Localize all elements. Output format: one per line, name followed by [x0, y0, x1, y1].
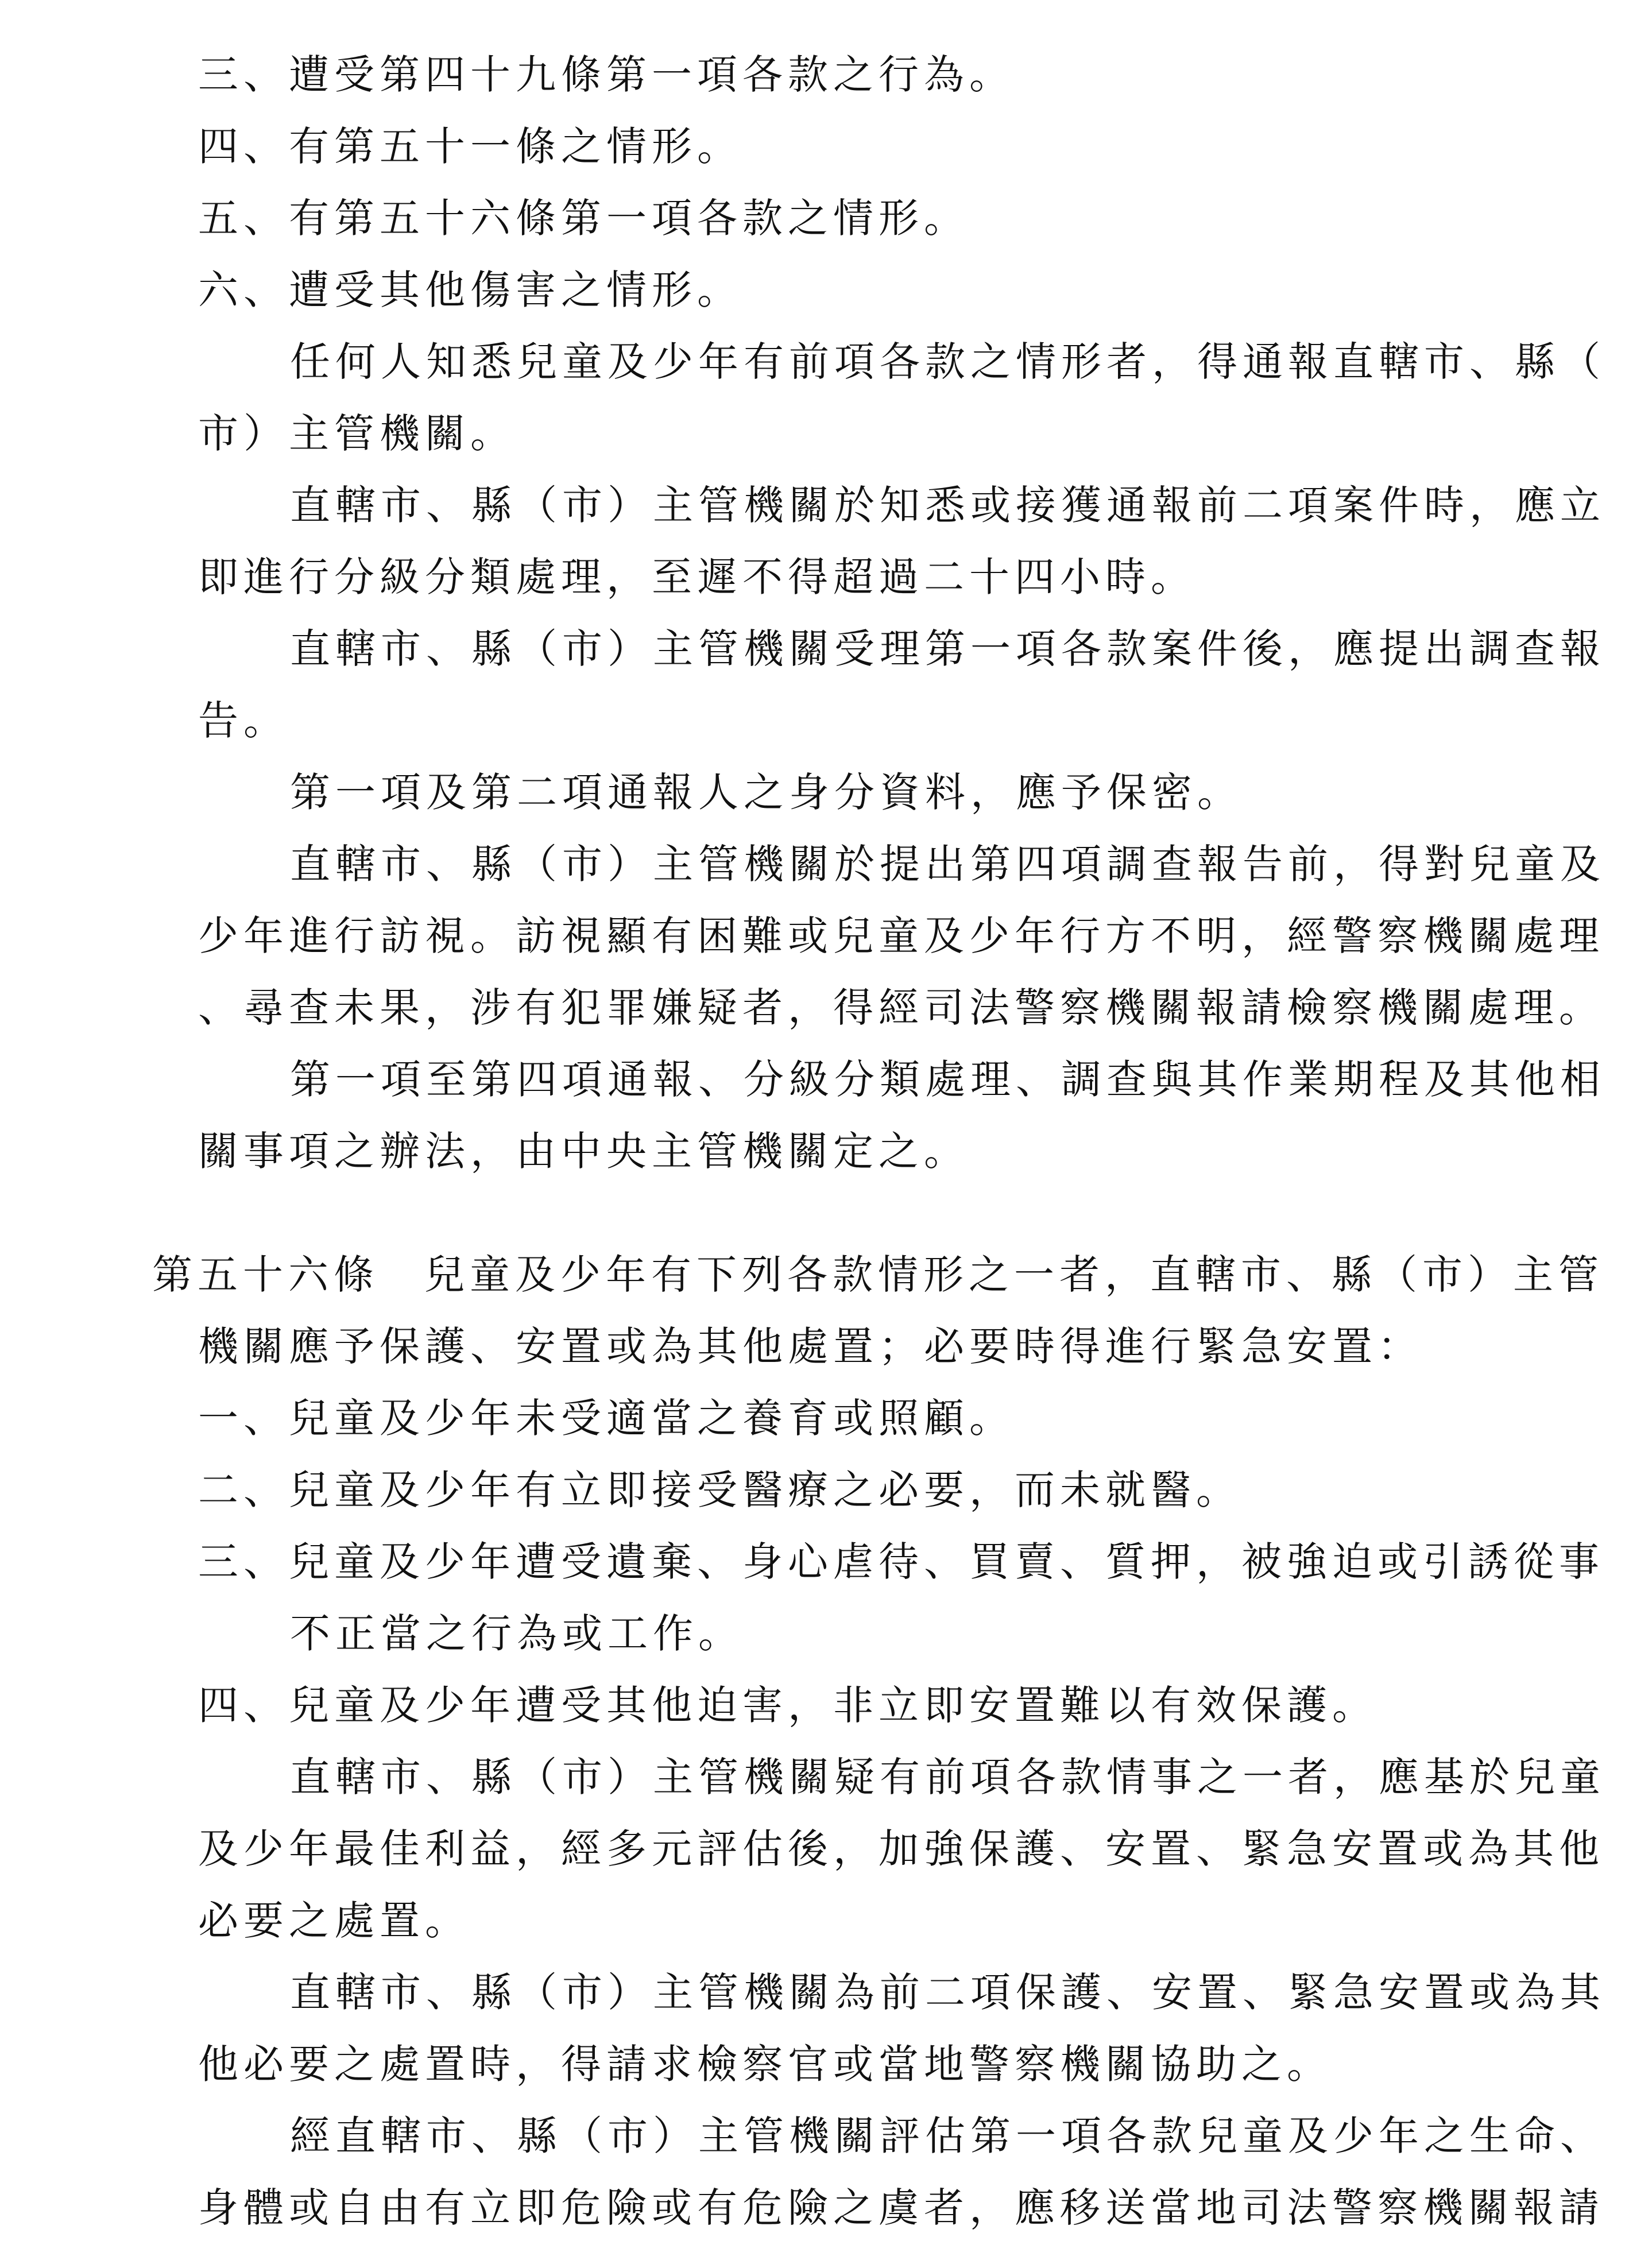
text-line: 、尋查未果，涉有犯罪嫌疑者，得經司法警察機關報請檢察機關處理。 [198, 984, 1604, 1031]
text-line: 三、兒童及少年遭受遺棄、身心虐待、買賣、質押，被強迫或引誘從事 [198, 1538, 1604, 1585]
text-line: 關事項之辦法，由中央主管機關定之。 [198, 1128, 969, 1175]
text-line: 即進行分級分類處理，至遲不得超過二十四小時。 [198, 554, 1196, 601]
text-line: 直轄市、縣（市）主管機關疑有前項各款情事之一者，應基於兒童 [290, 1754, 1605, 1801]
text-line: 四、兒童及少年遭受其他迫害，非立即安置難以有效保護。 [198, 1682, 1378, 1729]
text-line: 及少年最佳利益，經多元評估後，加強保護、安置、緊急安置或為其他 [198, 1825, 1604, 1872]
text-line: 少年進行訪視。訪視顯有困難或兒童及少年行方不明，經警察機關處理 [198, 912, 1604, 959]
text-line: 一、兒童及少年未受適當之養育或照顧。 [198, 1395, 1015, 1442]
text-line: 四、有第五十一條之情形。 [198, 123, 742, 170]
text-line: 身體或自由有立即危險或有危險之虞者，應移送當地司法警察機關報請 [198, 2184, 1604, 2231]
text-line: 直轄市、縣（市）主管機關受理第一項各款案件後，應提出調查報 [290, 625, 1605, 672]
text-line: 市）主管機關。 [198, 410, 516, 457]
text-line: 不正當之行為或工作。 [290, 1610, 744, 1657]
text-line: 必要之處置。 [198, 1897, 470, 1944]
text-line: 第一項至第四項通報、分級分類處理、調查與其作業期程及其他相 [290, 1056, 1605, 1103]
text-line: 直轄市、縣（市）主管機關於知悉或接獲通報前二項案件時，應立 [290, 482, 1605, 529]
text-line: 機關應予保護、安置或為其他處置；必要時得進行緊急安置： [198, 1323, 1423, 1370]
text-line: 任何人知悉兒童及少年有前項各款之情形者，得通報直轄市、縣（ [290, 338, 1605, 385]
article-heading-line: 第五十六條 兒童及少年有下列各款情形之一者，直轄市、縣（市）主管 [152, 1251, 1604, 1298]
text-line: 經直轄市、縣（市）主管機關評估第一項各款兒童及少年之生命、 [290, 2112, 1605, 2159]
text-line: 六、遭受其他傷害之情形。 [198, 266, 742, 314]
text-line: 他必要之處置時，得請求檢察官或當地警察機關協助之。 [198, 2041, 1332, 2088]
text-line: 第一項及第二項通報人之身分資料，應予保密。 [290, 769, 1243, 816]
text-line: 二、兒童及少年有立即接受醫療之必要，而未就醫。 [198, 1466, 1241, 1514]
text-line: 告。 [198, 697, 289, 744]
text-line: 三、遭受第四十九條第一項各款之行為。 [198, 51, 1015, 98]
text-line: 直轄市、縣（市）主管機關於提出第四項調查報告前，得對兒童及 [290, 841, 1605, 888]
text-line: 直轄市、縣（市）主管機關為前二項保護、安置、緊急安置或為其 [290, 1969, 1605, 2016]
text-line: 五、有第五十六條第一項各款之情形。 [198, 195, 969, 242]
